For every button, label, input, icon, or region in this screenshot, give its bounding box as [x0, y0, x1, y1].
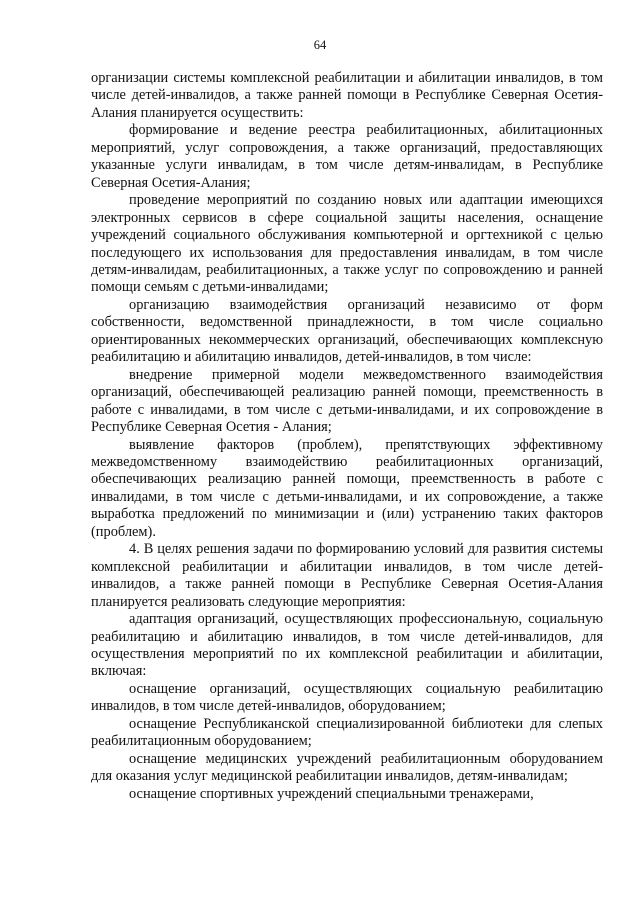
paragraph-factor-identification: выявление факторов (проблем), препятствующих эффективному межведомственному взаимодействию реабилитационных организаций, обеспечивающих реализацию ранней помощи, преемственность в работе с инвалидами, в том числе с детьми-инвалидами, и их сопровождение, а также выработка предложений по минимизации и (или) устранению таких факторов (проблем). — [91, 436, 603, 540]
paragraph-equipment-social: оснащение организаций, осуществляющих социальную реабилитацию инвалидов, в том числе детей-инвалидов, оборудованием; — [91, 680, 603, 715]
paragraph-interaction-organization: организацию взаимодействия организаций независимо от форм собственности, ведомственной принадлежности, в том числе социально ориентированных некоммерческих организаций, обеспечивающих комплексную реабилитацию и абилитацию инвалидов, детей-инвалидов, в том числе: — [91, 296, 603, 366]
document-body — [91, 70, 603, 803]
paragraph-adaptation: адаптация организаций, осуществляющих профессиональную, социальную реабилитацию и абилитацию инвалидов, в том числе детей-инвалидов, для осуществления мероприятий по их комплексной реабилитации и абилитации, включая: — [91, 611, 603, 680]
paragraph-equipment-medical: оснащение медицинских учреждений реабилитационным оборудованием для оказания услуг медицинской реабилитации инвалидов, детям-инвалидам; — [91, 750, 603, 785]
page-number: 64 — [313, 38, 327, 52]
paragraph-equipment-sports: оснащение спортивных учреждений специальными тренажерами, — [129, 785, 534, 802]
paragraph-section-4: 4. В целях решения задачи по формированию условий для развития системы комплексной реабилитации и абилитации инвалидов, в том числе детей-инвалидов, а также ранней помощи в Республике Северная Осетия-Алания планируется реализовать следующие мероприятия: — [91, 541, 603, 610]
paragraph-registry: формирование и ведение реестра реабилитационных, абилитационных мероприятий, услуг сопровождения, а также организаций, предоставляющих указанные услуги инвалидам, в том числе детям-инвалидам, в Республике Северная Осетия-Алания; — [91, 122, 603, 191]
paragraph-model-implementation: внедрение примерной модели межведомственного взаимодействия организаций, обеспечивающей реализацию ранней помощи, преемственность в работе с инвалидами, в том числе с детьми-инвалидами, и их сопровождение в Республике Северная Осетия - Алания; — [91, 366, 603, 436]
paragraph-electronic-services: проведение мероприятий по созданию новых или адаптации имеющихся электронных сервисов в сфере социальной защиты населения, оснащение учреждений социального обслуживания компьютерной и оргтехникой с целью последующего их использования для предоставления инвалидам, в том числе детям-инвалидам, реабилитационных, а также услуг по сопровождению и ранней помощи семьям с детьми-инвалидами; — [91, 192, 603, 296]
paragraph-intro-continuation: организации системы комплексной реабилитации и абилитации инвалидов, в том числе детей-инвалидов, а также ранней помощи в Республике Северная Осетия-Алания планируется осуществить: — [91, 70, 603, 121]
paragraph-equipment-library: оснащение Республиканской специализированной библиотеки для слепых реабилитационным оборудованием; — [91, 715, 603, 750]
